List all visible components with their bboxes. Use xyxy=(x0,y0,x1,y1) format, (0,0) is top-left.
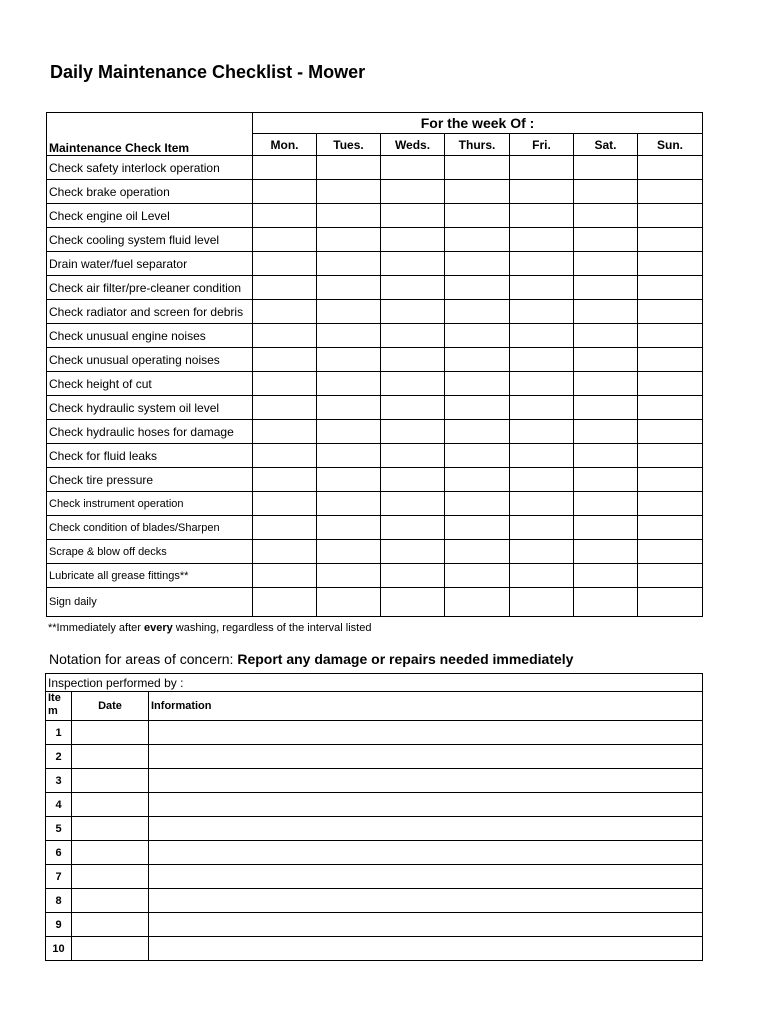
concern-information-cell[interactable] xyxy=(149,721,703,745)
check-cell-weds[interactable] xyxy=(381,180,445,204)
check-cell-tues[interactable] xyxy=(317,180,381,204)
check-cell-fri[interactable] xyxy=(510,516,574,540)
check-cell-mon[interactable] xyxy=(253,204,317,228)
week-of-label: For the week Of : xyxy=(253,113,703,134)
check-cell-mon[interactable] xyxy=(253,564,317,588)
check-cell-sun[interactable] xyxy=(638,324,703,348)
concern-row-number: 5 xyxy=(46,817,72,841)
day-header-fri: Fri. xyxy=(510,134,574,156)
checklist-row xyxy=(47,396,703,420)
concern-information-cell[interactable] xyxy=(149,889,703,913)
check-cell-mon[interactable] xyxy=(253,468,317,492)
check-cell-fri[interactable] xyxy=(510,156,574,180)
concern-row xyxy=(46,745,703,769)
day-header-mon: Mon. xyxy=(253,134,317,156)
checklist-row xyxy=(47,204,703,228)
check-cell-sat[interactable] xyxy=(574,516,638,540)
page-title: Daily Maintenance Checklist - Mower xyxy=(50,62,366,82)
check-cell-sat[interactable] xyxy=(574,180,638,204)
concern-row-number: 1 xyxy=(46,721,72,745)
check-item-label: Check hydraulic system oil level xyxy=(47,396,253,420)
check-cell-thurs[interactable] xyxy=(445,276,510,300)
check-cell-mon[interactable] xyxy=(253,180,317,204)
check-cell-thurs[interactable] xyxy=(445,228,510,252)
check-cell-mon[interactable] xyxy=(253,540,317,564)
check-item-label: Check height of cut xyxy=(47,372,253,396)
check-cell-sun[interactable] xyxy=(638,492,703,516)
check-cell-sat[interactable] xyxy=(574,300,638,324)
check-cell-fri[interactable] xyxy=(510,396,574,420)
concern-row-number: 8 xyxy=(46,889,72,913)
check-cell-fri[interactable] xyxy=(510,372,574,396)
check-cell-sat[interactable] xyxy=(574,564,638,588)
checklist-row xyxy=(47,516,703,540)
check-cell-thurs[interactable] xyxy=(445,324,510,348)
check-item-label: Scrape & blow off decks xyxy=(47,540,253,564)
day-header-weds: Weds. xyxy=(381,134,445,156)
concern-row xyxy=(46,841,703,865)
concern-date-cell[interactable] xyxy=(72,769,149,793)
day-header-sat: Sat. xyxy=(574,134,638,156)
check-cell-tues[interactable] xyxy=(317,492,381,516)
check-cell-thurs[interactable] xyxy=(445,540,510,564)
inspection-performed-by[interactable]: Inspection performed by : xyxy=(46,674,703,692)
check-cell-sun[interactable] xyxy=(638,468,703,492)
check-cell-sat[interactable] xyxy=(574,252,638,276)
check-cell-tues[interactable] xyxy=(317,204,381,228)
check-cell-thurs[interactable] xyxy=(445,180,510,204)
check-cell-fri[interactable] xyxy=(510,324,574,348)
concern-date-cell[interactable] xyxy=(72,865,149,889)
check-item-label: Drain water/fuel separator xyxy=(47,252,253,276)
check-cell-mon[interactable] xyxy=(253,588,317,617)
check-cell-thurs[interactable] xyxy=(445,156,510,180)
check-cell-tues[interactable] xyxy=(317,588,381,617)
checklist-row xyxy=(47,228,703,252)
concern-row xyxy=(46,913,703,937)
concern-row xyxy=(46,817,703,841)
check-cell-sun[interactable] xyxy=(638,396,703,420)
check-cell-thurs[interactable] xyxy=(445,444,510,468)
check-item-label: Check instrument operation xyxy=(47,492,253,516)
checklist-row xyxy=(47,564,703,588)
check-cell-mon[interactable] xyxy=(253,228,317,252)
check-cell-tues[interactable] xyxy=(317,564,381,588)
check-cell-mon[interactable] xyxy=(253,492,317,516)
footnote: **Immediately after every washing, regardless of the interval listed xyxy=(48,622,372,634)
item-column-header: Ite m xyxy=(46,692,72,721)
check-item-label: Check safety interlock operation xyxy=(47,156,253,180)
check-cell-fri[interactable] xyxy=(510,300,574,324)
check-cell-thurs[interactable] xyxy=(445,252,510,276)
check-cell-sun[interactable] xyxy=(638,300,703,324)
concern-information-cell[interactable] xyxy=(149,913,703,937)
checklist-row xyxy=(47,420,703,444)
check-cell-sat[interactable] xyxy=(574,444,638,468)
check-cell-fri[interactable] xyxy=(510,204,574,228)
check-cell-fri[interactable] xyxy=(510,228,574,252)
check-item-label: Check condition of blades/Sharpen xyxy=(47,516,253,540)
check-cell-weds[interactable] xyxy=(381,276,445,300)
check-cell-tues[interactable] xyxy=(317,156,381,180)
concern-row-number: 3 xyxy=(46,769,72,793)
check-cell-fri[interactable] xyxy=(510,468,574,492)
check-item-label: Sign daily xyxy=(47,588,253,617)
check-item-label: Check for fluid leaks xyxy=(47,444,253,468)
check-cell-thurs[interactable] xyxy=(445,372,510,396)
check-cell-sun[interactable] xyxy=(638,540,703,564)
check-cell-mon[interactable] xyxy=(253,396,317,420)
concern-row xyxy=(46,793,703,817)
check-cell-weds[interactable] xyxy=(381,228,445,252)
check-cell-sun[interactable] xyxy=(638,180,703,204)
checklist-row xyxy=(47,588,703,617)
check-item-label: Check brake operation xyxy=(47,180,253,204)
check-cell-fri[interactable] xyxy=(510,588,574,617)
checklist-row xyxy=(47,180,703,204)
concern-information-cell[interactable] xyxy=(149,937,703,961)
checklist-row xyxy=(47,348,703,372)
day-header-thurs: Thurs. xyxy=(445,134,510,156)
check-cell-tues[interactable] xyxy=(317,252,381,276)
check-item-label: Check radiator and screen for debris xyxy=(47,300,253,324)
check-cell-fri[interactable] xyxy=(510,492,574,516)
check-cell-fri[interactable] xyxy=(510,276,574,300)
checklist-row xyxy=(47,372,703,396)
day-header-tues: Tues. xyxy=(317,134,381,156)
checklist-row xyxy=(47,492,703,516)
check-cell-weds[interactable] xyxy=(381,444,445,468)
concern-information-cell[interactable] xyxy=(149,865,703,889)
check-cell-sun[interactable] xyxy=(638,228,703,252)
check-cell-tues[interactable] xyxy=(317,276,381,300)
check-cell-mon[interactable] xyxy=(253,348,317,372)
check-cell-thurs[interactable] xyxy=(445,396,510,420)
check-cell-fri[interactable] xyxy=(510,564,574,588)
concern-row-number: 6 xyxy=(46,841,72,865)
concern-row-number: 9 xyxy=(46,913,72,937)
check-cell-sat[interactable] xyxy=(574,492,638,516)
checklist-row xyxy=(47,276,703,300)
check-item-label: Check unusual operating noises xyxy=(47,348,253,372)
check-cell-thurs[interactable] xyxy=(445,516,510,540)
check-cell-sat[interactable] xyxy=(574,372,638,396)
check-cell-weds[interactable] xyxy=(381,324,445,348)
check-cell-weds[interactable] xyxy=(381,516,445,540)
concern-date-cell[interactable] xyxy=(72,745,149,769)
concern-row xyxy=(46,889,703,913)
concern-row xyxy=(46,769,703,793)
check-cell-tues[interactable] xyxy=(317,324,381,348)
concern-date-cell[interactable] xyxy=(72,721,149,745)
check-cell-thurs[interactable] xyxy=(445,420,510,444)
check-cell-tues[interactable] xyxy=(317,420,381,444)
check-cell-sat[interactable] xyxy=(574,204,638,228)
check-cell-fri[interactable] xyxy=(510,540,574,564)
date-column-header: Date xyxy=(72,692,149,721)
check-item-label: Check engine oil Level xyxy=(47,204,253,228)
check-cell-sun[interactable] xyxy=(638,156,703,180)
checklist-row xyxy=(47,252,703,276)
daily-checklist-table xyxy=(46,112,703,617)
check-cell-tues[interactable] xyxy=(317,300,381,324)
concern-date-cell[interactable] xyxy=(72,889,149,913)
check-cell-fri[interactable] xyxy=(510,252,574,276)
check-cell-tues[interactable] xyxy=(317,540,381,564)
check-cell-sun[interactable] xyxy=(638,276,703,300)
check-cell-fri[interactable] xyxy=(510,180,574,204)
concern-date-cell[interactable] xyxy=(72,841,149,865)
check-cell-sat[interactable] xyxy=(574,276,638,300)
check-item-label: Check unusual engine noises xyxy=(47,324,253,348)
check-cell-mon[interactable] xyxy=(253,156,317,180)
check-cell-weds[interactable] xyxy=(381,348,445,372)
check-cell-sun[interactable] xyxy=(638,444,703,468)
check-cell-tues[interactable] xyxy=(317,228,381,252)
check-item-label: Check hydraulic hoses for damage xyxy=(47,420,253,444)
check-cell-sat[interactable] xyxy=(574,396,638,420)
concern-information-cell[interactable] xyxy=(149,769,703,793)
check-cell-mon[interactable] xyxy=(253,372,317,396)
checklist-row xyxy=(47,540,703,564)
concern-row-number: 7 xyxy=(46,865,72,889)
check-cell-weds[interactable] xyxy=(381,156,445,180)
concern-information-cell[interactable] xyxy=(149,745,703,769)
check-cell-sat[interactable] xyxy=(574,420,638,444)
check-cell-thurs[interactable] xyxy=(445,564,510,588)
information-column-header: Information xyxy=(149,692,703,721)
checklist-row xyxy=(47,156,703,180)
check-cell-thurs[interactable] xyxy=(445,468,510,492)
check-item-label: Lubricate all grease fittings** xyxy=(47,564,253,588)
check-item-label: Check cooling system fluid level xyxy=(47,228,253,252)
check-cell-sat[interactable] xyxy=(574,588,638,617)
check-cell-thurs[interactable] xyxy=(445,348,510,372)
check-cell-mon[interactable] xyxy=(253,420,317,444)
check-cell-weds[interactable] xyxy=(381,564,445,588)
check-cell-sat[interactable] xyxy=(574,324,638,348)
checklist-row xyxy=(47,300,703,324)
check-cell-weds[interactable] xyxy=(381,300,445,324)
notation-heading: Notation for areas of concern: Report any damage or repairs needed immediately xyxy=(49,651,574,667)
checklist-row xyxy=(47,324,703,348)
check-cell-fri[interactable] xyxy=(510,420,574,444)
concern-row xyxy=(46,865,703,889)
concern-date-cell[interactable] xyxy=(72,913,149,937)
check-cell-weds[interactable] xyxy=(381,420,445,444)
day-header-sun: Sun. xyxy=(638,134,703,156)
check-item-label: Check tire pressure xyxy=(47,468,253,492)
concern-row xyxy=(46,721,703,745)
check-cell-thurs[interactable] xyxy=(445,300,510,324)
check-cell-tues[interactable] xyxy=(317,372,381,396)
check-cell-tues[interactable] xyxy=(317,444,381,468)
check-cell-sun[interactable] xyxy=(638,204,703,228)
check-cell-mon[interactable] xyxy=(253,516,317,540)
check-cell-mon[interactable] xyxy=(253,444,317,468)
check-cell-mon[interactable] xyxy=(253,300,317,324)
check-cell-thurs[interactable] xyxy=(445,492,510,516)
check-cell-tues[interactable] xyxy=(317,396,381,420)
concern-row xyxy=(46,937,703,961)
check-cell-sun[interactable] xyxy=(638,348,703,372)
check-cell-weds[interactable] xyxy=(381,540,445,564)
check-cell-mon[interactable] xyxy=(253,324,317,348)
concern-date-cell[interactable] xyxy=(72,937,149,961)
check-item-label: Check air filter/pre-cleaner condition xyxy=(47,276,253,300)
maintenance-item-header: Maintenance Check Item xyxy=(47,113,253,156)
check-cell-weds[interactable] xyxy=(381,468,445,492)
check-cell-sat[interactable] xyxy=(574,540,638,564)
check-cell-weds[interactable] xyxy=(381,204,445,228)
check-cell-tues[interactable] xyxy=(317,516,381,540)
check-cell-thurs[interactable] xyxy=(445,204,510,228)
check-cell-sat[interactable] xyxy=(574,348,638,372)
check-cell-mon[interactable] xyxy=(253,252,317,276)
check-cell-sun[interactable] xyxy=(638,252,703,276)
checklist-row xyxy=(47,444,703,468)
check-cell-weds[interactable] xyxy=(381,492,445,516)
check-cell-weds[interactable] xyxy=(381,588,445,617)
check-cell-tues[interactable] xyxy=(317,468,381,492)
check-cell-sat[interactable] xyxy=(574,156,638,180)
check-cell-sun[interactable] xyxy=(638,420,703,444)
concern-information-cell[interactable] xyxy=(149,793,703,817)
concerns-table xyxy=(45,673,703,961)
check-cell-tues[interactable] xyxy=(317,348,381,372)
check-cell-sun[interactable] xyxy=(638,564,703,588)
check-cell-fri[interactable] xyxy=(510,348,574,372)
check-cell-sun[interactable] xyxy=(638,588,703,617)
check-cell-sun[interactable] xyxy=(638,516,703,540)
check-cell-weds[interactable] xyxy=(381,396,445,420)
check-cell-sat[interactable] xyxy=(574,228,638,252)
check-cell-sun[interactable] xyxy=(638,372,703,396)
check-cell-thurs[interactable] xyxy=(445,588,510,617)
check-cell-mon[interactable] xyxy=(253,276,317,300)
check-cell-weds[interactable] xyxy=(381,252,445,276)
checklist-row xyxy=(47,468,703,492)
check-cell-fri[interactable] xyxy=(510,444,574,468)
check-cell-sat[interactable] xyxy=(574,468,638,492)
concern-information-cell[interactable] xyxy=(149,841,703,865)
concern-date-cell[interactable] xyxy=(72,817,149,841)
concern-information-cell[interactable] xyxy=(149,817,703,841)
concern-date-cell[interactable] xyxy=(72,793,149,817)
concern-row-number: 4 xyxy=(46,793,72,817)
concern-row-number: 10 xyxy=(46,937,72,961)
concern-row-number: 2 xyxy=(46,745,72,769)
check-cell-weds[interactable] xyxy=(381,372,445,396)
